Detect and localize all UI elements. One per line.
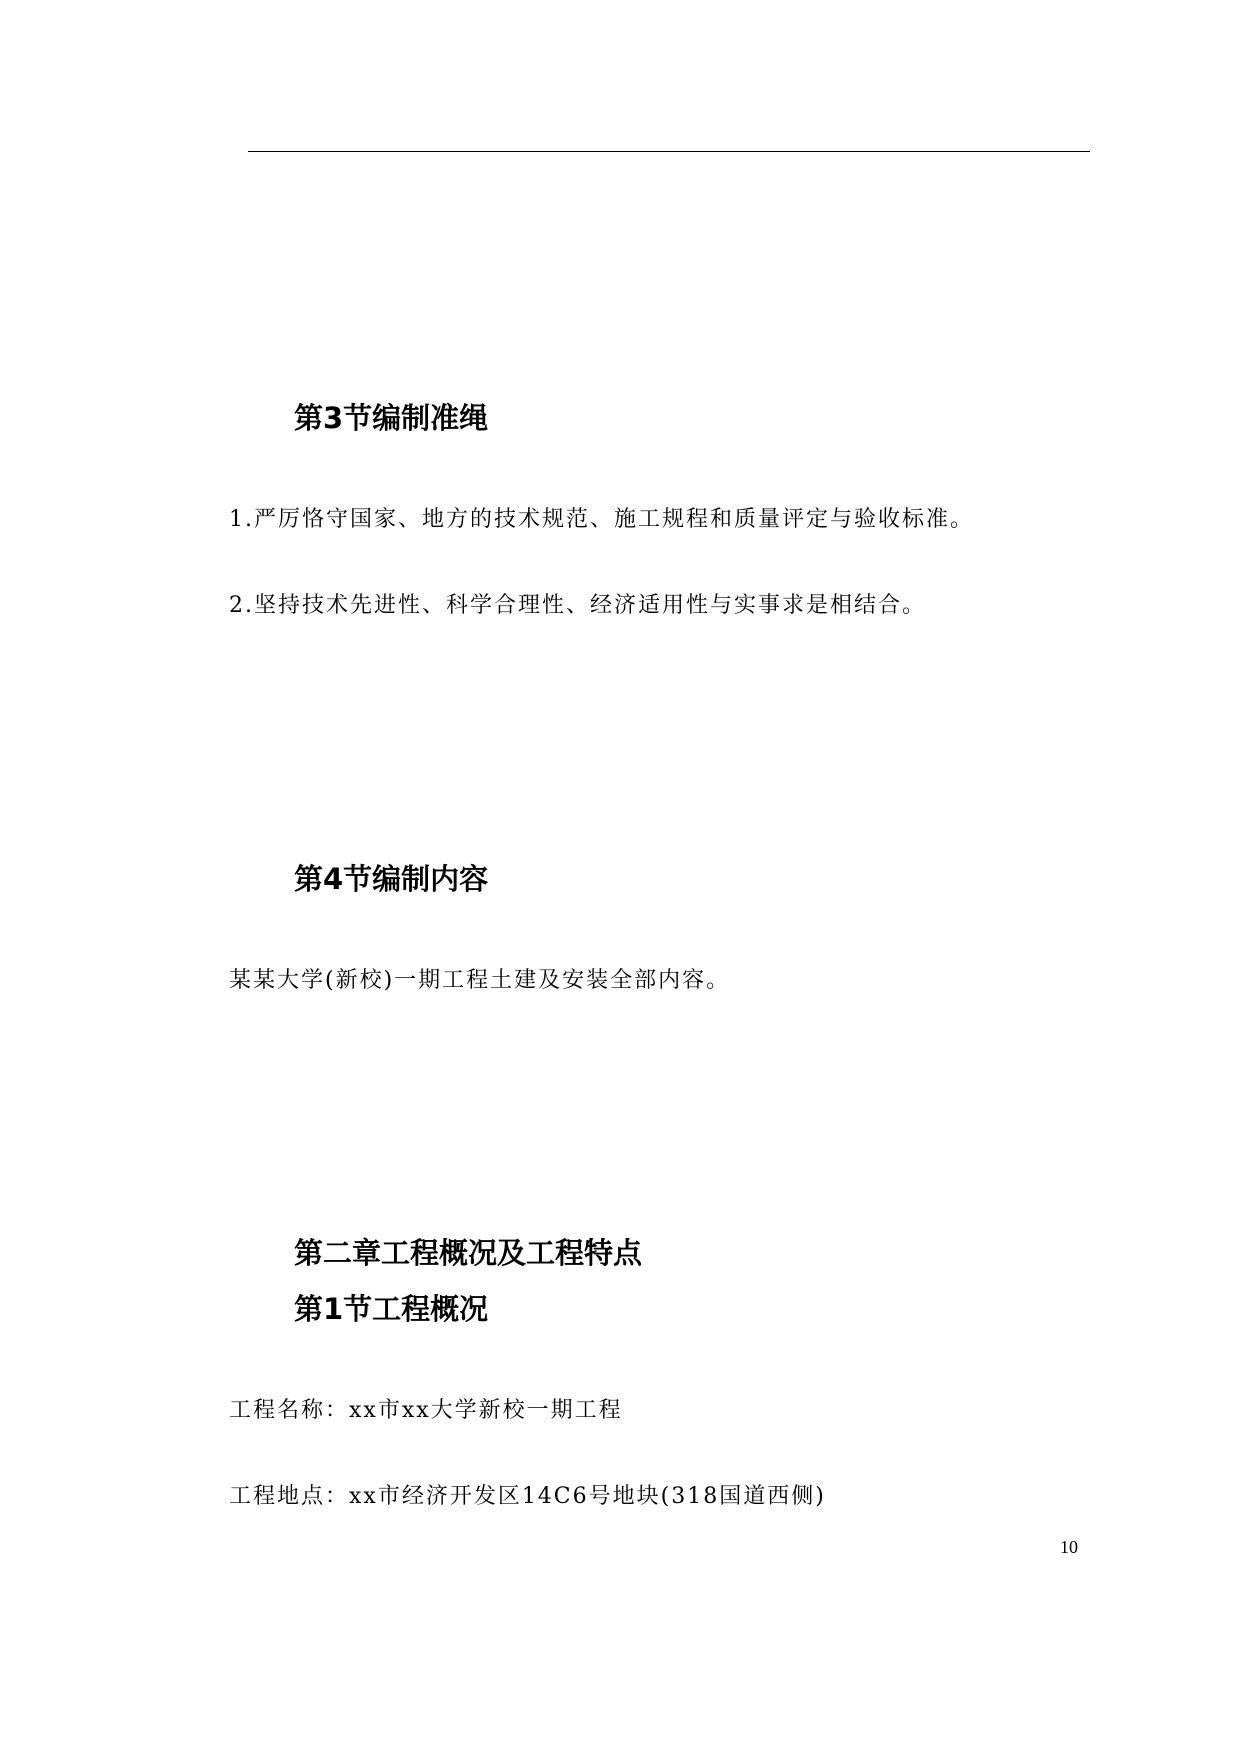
section-4-body: 某某大学(新校)一期工程土建及安装全部内容。 (229, 968, 731, 993)
page-number: 10 (1060, 1537, 1078, 1557)
chapter-2-heading: 第二章工程概况及工程特点 (294, 1236, 643, 1270)
section-3-item-1: 1.严厉恪守国家、地方的技术规范、施工规程和质量评定与验收标准。 (229, 507, 974, 532)
chapter-2-section-1-heading: 第1节工程概况 (294, 1292, 489, 1326)
section-3-item-2: 2.坚持技术先进性、科学合理性、经济适用性与实事求是相结合。 (229, 593, 926, 618)
section-4-heading: 第4节编制内容 (294, 862, 489, 896)
project-name-line: 工程名称：xx市xx大学新校一期工程 (229, 1398, 623, 1423)
header-rule (248, 151, 1090, 152)
section-3-heading: 第3节编制准绳 (294, 401, 489, 435)
project-location-line: 工程地点：xx市经济开发区14C6号地块(318国道西侧) (229, 1484, 826, 1509)
